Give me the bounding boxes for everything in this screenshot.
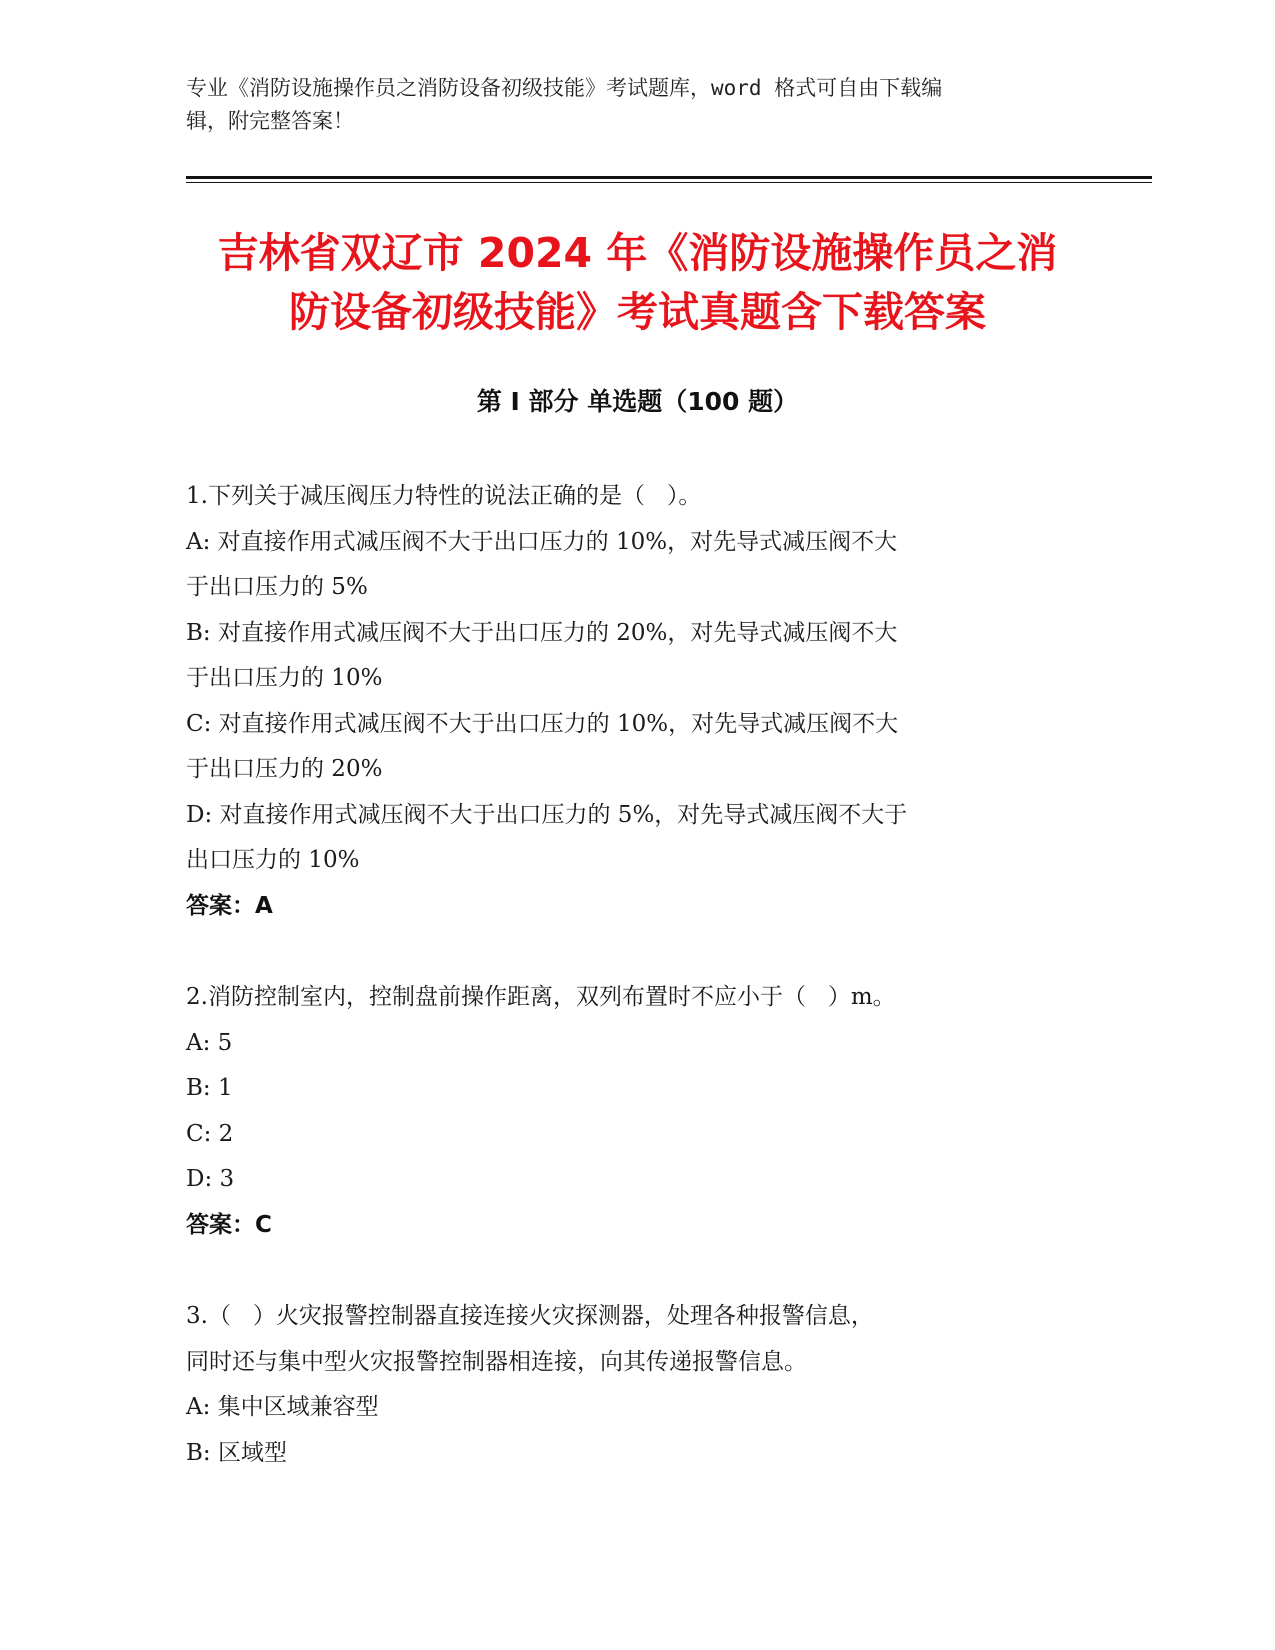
header-note-line1: 专业《消防设施操作员之消防设备初级技能》考试题库，word 格式可自由下载编 bbox=[186, 76, 943, 100]
question-1-option-b: B: 对直接作用式减压阀不大于出口压力的 20%，对先导式减压阀不大 bbox=[186, 619, 898, 646]
question-list bbox=[186, 474, 1086, 1522]
document-title bbox=[150, 224, 1125, 342]
question-2-option-b: B: 1 bbox=[186, 1075, 233, 1101]
question-1-option-a: A: 对直接作用式减压阀不大于出口压力的 10%，对先导式减压阀不大 bbox=[186, 528, 898, 555]
question-2-option-c: C: 2 bbox=[186, 1120, 234, 1147]
document-title-line2: 防设备初级技能》考试真题含下载答案 bbox=[289, 288, 986, 336]
question-2-option-a: A: 5 bbox=[186, 1029, 233, 1056]
question-1-option-c-cont: 于出口压力的 20% bbox=[186, 756, 383, 782]
question-3-option-a: A: 集中区域兼容型 bbox=[186, 1394, 379, 1420]
question-1-stem: 1.下列关于减压阀压力特性的说法正确的是（ ）。 bbox=[186, 483, 702, 509]
header-divider-thin bbox=[186, 182, 1152, 183]
question-1-option-d: D: 对直接作用式减压阀不大于出口压力的 5%，对先导式减压阀不大于 bbox=[186, 801, 908, 828]
question-1-option-b-cont: 于出口压力的 10% bbox=[186, 665, 383, 691]
question-2-stem: 2.消防控制室内，控制盘前操作距离，双列布置时不应小于（ ）m。 bbox=[186, 984, 896, 1010]
header-note bbox=[186, 72, 1066, 138]
question-3-stem: 3.（ ）火灾报警控制器直接连接火灾探测器，处理各种报警信息， bbox=[186, 1303, 874, 1329]
header-divider-thick bbox=[186, 176, 1152, 179]
question-1-option-d-cont: 出口压力的 10% bbox=[186, 847, 360, 873]
header-note-line2: 辑，附完整答案！ bbox=[186, 109, 354, 133]
section-heading: 第 I 部分 单选题（100 题） bbox=[476, 387, 799, 416]
question-3-stem-cont: 同时还与集中型火灾报警控制器相连接，向其传递报警信息。 bbox=[186, 1348, 807, 1375]
question-1-option-a-cont: 于出口压力的 5% bbox=[186, 574, 368, 600]
document-title-line1: 吉林省双辽市 2024 年《消防设施操作员之消 bbox=[217, 229, 1058, 277]
question-3 bbox=[186, 1294, 1086, 1476]
question-1-answer: 答案：A bbox=[186, 892, 273, 919]
question-2-option-d: D: 3 bbox=[186, 1166, 235, 1192]
question-1-option-c: C: 对直接作用式减压阀不大于出口压力的 10%，对先导式减压阀不大 bbox=[186, 710, 899, 737]
question-2 bbox=[186, 975, 1086, 1248]
question-2-answer: 答案：C bbox=[186, 1211, 272, 1238]
question-1 bbox=[186, 474, 1086, 929]
question-3-option-b: B: 区域型 bbox=[186, 1439, 287, 1466]
